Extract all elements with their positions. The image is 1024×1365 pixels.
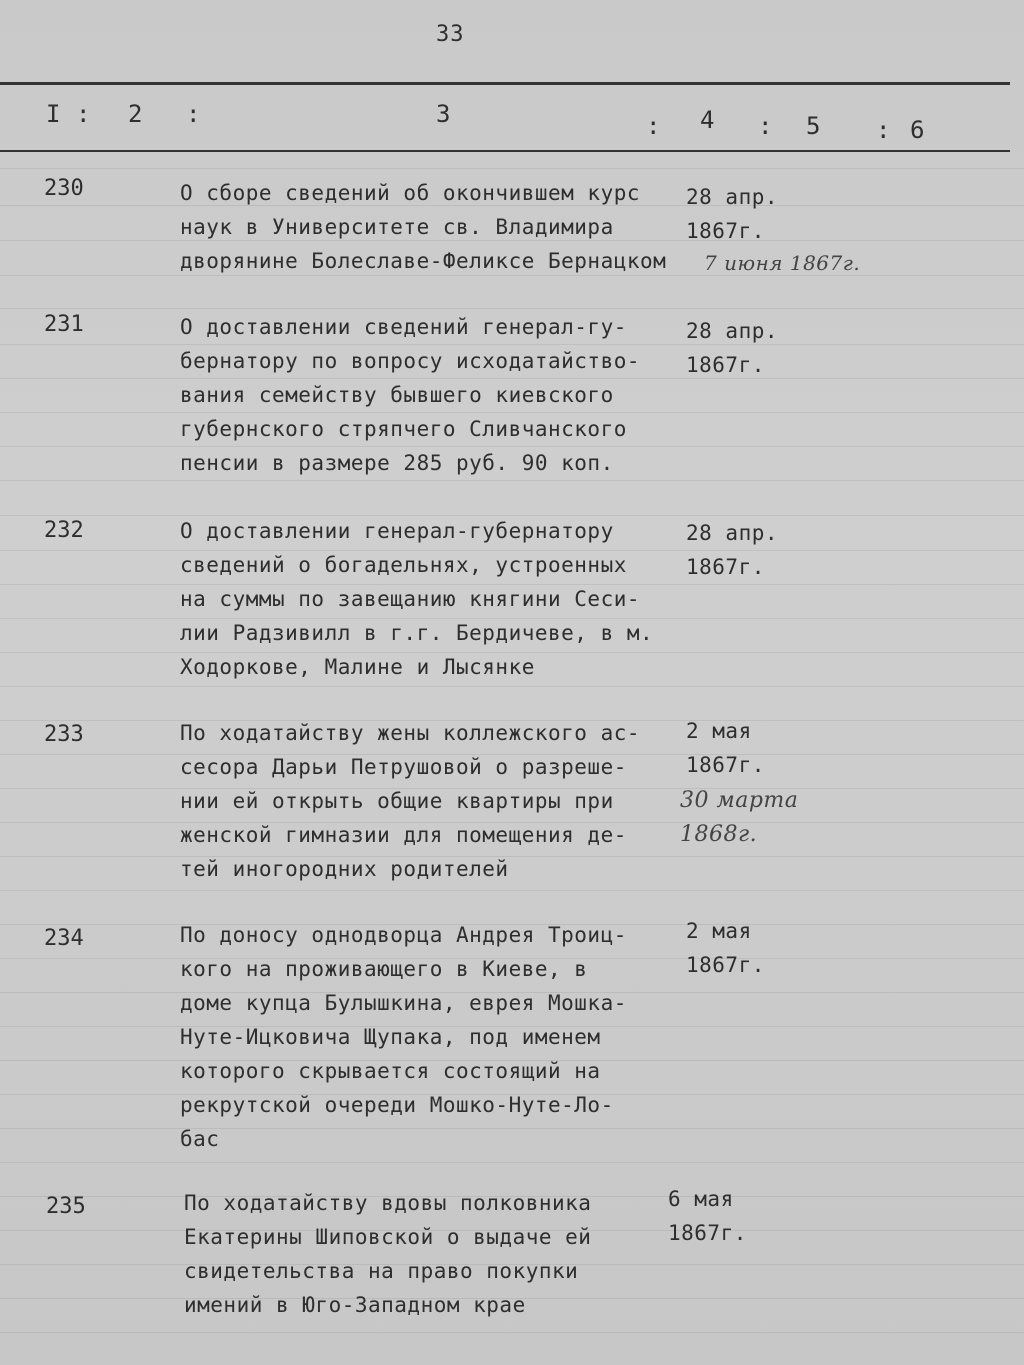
column-header-5: 5 — [806, 112, 821, 140]
column-header-sep: : — [76, 100, 91, 128]
description-line: Ходоркове, Малине и Лысянке — [180, 655, 535, 679]
column-header-4: 4 — [700, 106, 715, 134]
hand-date-line: 30 марта — [680, 788, 799, 813]
record-description — [180, 310, 700, 480]
page-number: 33 — [436, 22, 465, 47]
description-line: тей иногородних родителей — [180, 857, 509, 881]
description-line: нии ей открыть общие квартиры при — [180, 789, 614, 813]
date-line: 1867г. — [686, 753, 765, 777]
description-line: доме купца Булышкина, еврея Мошка- — [180, 991, 627, 1015]
record-date — [686, 914, 765, 982]
description-line: Екатерины Шиповской о выдаче ей — [184, 1225, 592, 1249]
record-date — [686, 180, 778, 248]
date-line: 28 апр. — [686, 521, 779, 545]
description-line: О сборе сведений об окончившем курс — [180, 181, 641, 205]
column-header-sep: : — [186, 100, 201, 128]
handwritten-date — [680, 784, 798, 852]
description-line: лии Радзивилл в г.г. Бердичеве, в м. — [180, 621, 654, 645]
column-header-2: 2 — [128, 100, 143, 128]
description-line: сведений о богадельнях, устроенных — [180, 553, 627, 577]
description-line: По доносу однодворца Андрея Троиц- — [180, 923, 627, 947]
record-date — [686, 516, 778, 584]
date-line: 1867г. — [686, 353, 765, 377]
column-header-6: 6 — [910, 116, 925, 144]
record-description — [180, 716, 700, 886]
date-line: 28 апр. — [686, 185, 779, 209]
date-line: 1867г. — [686, 555, 765, 579]
record-description — [180, 918, 700, 1156]
record-number: 232 — [44, 518, 84, 543]
record-number: 233 — [44, 722, 84, 747]
description-line: бас — [180, 1127, 220, 1151]
record-date — [686, 714, 765, 782]
description-line: вания семейству бывшего киевского — [180, 383, 614, 407]
record-number: 231 — [44, 312, 84, 337]
description-line: женской гимназии для помещения де- — [180, 823, 627, 847]
column-header-1: I — [46, 100, 61, 128]
record-date — [686, 314, 778, 382]
description-line: дворянине Болеславе-Феликсе Бернацком — [180, 249, 667, 273]
description-line: О доставлении генерал-губернатору — [180, 519, 614, 543]
column-header-sep: : — [758, 112, 773, 140]
record-number: 235 — [46, 1194, 86, 1219]
column-header-sep: : — [876, 116, 891, 144]
description-line: О доставлении сведений генерал-гу- — [180, 315, 627, 339]
column-header-sep: : — [646, 112, 661, 140]
description-line: рекрутской очереди Мошко-Нуте-Ло- — [180, 1093, 614, 1117]
description-line: бернатору по вопросу исходатайство- — [180, 349, 641, 373]
record-description — [180, 514, 700, 684]
record-date — [668, 1182, 747, 1250]
description-line: свидетельства на право покупки — [184, 1259, 579, 1283]
date-line: 1867г. — [686, 953, 765, 977]
handwritten-date — [704, 246, 860, 280]
date-line: 1867г. — [686, 219, 765, 243]
column-header-3: 3 — [436, 100, 451, 128]
description-line: сесора Дарьи Петрушовой о разреше- — [180, 755, 627, 779]
record-number: 234 — [44, 926, 84, 951]
date-line: 2 мая — [686, 719, 752, 743]
header-bottom-rule — [0, 150, 1010, 152]
header-top-rule — [0, 82, 1010, 85]
description-line: наук в Университете св. Владимира — [180, 215, 614, 239]
record-number: 230 — [44, 176, 84, 201]
date-line: 1867г. — [668, 1221, 747, 1245]
hand-date-line: 7 июня 1867г. — [704, 251, 861, 275]
description-line: По ходатайству вдовы полковника — [184, 1191, 592, 1215]
description-line: губернского стряпчего Сливчанского — [180, 417, 627, 441]
date-line: 28 апр. — [686, 319, 779, 343]
description-line: на суммы по завещанию княгини Сеси- — [180, 587, 641, 611]
description-line: Нуте-Ицковича Щупака, под именем — [180, 1025, 601, 1049]
description-line: имений в Юго-Западном крае — [184, 1293, 526, 1317]
hand-date-line: 1868г. — [680, 822, 758, 847]
description-line: пенсии в размере 285 руб. 90 коп. — [180, 451, 614, 475]
date-line: 2 мая — [686, 919, 752, 943]
record-description — [180, 176, 700, 278]
description-line: которого скрывается состоящий на — [180, 1059, 601, 1083]
description-line: По ходатайству жены коллежского ас- — [180, 721, 641, 745]
description-line: кого на проживающего в Киеве, в — [180, 957, 588, 981]
date-line: 6 мая — [668, 1187, 734, 1211]
record-description — [184, 1186, 704, 1322]
